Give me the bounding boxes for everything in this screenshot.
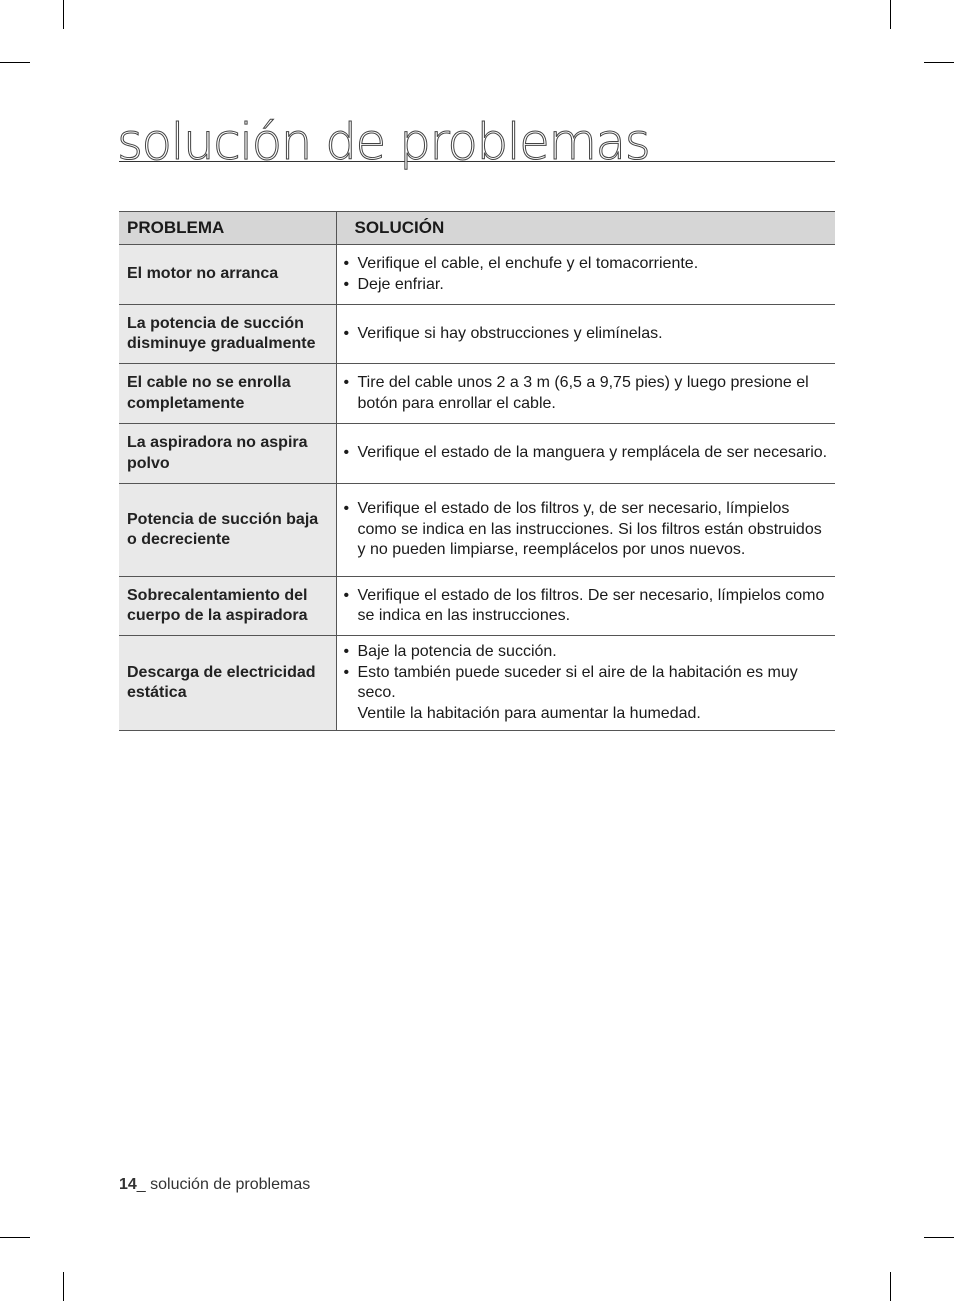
solution-cell	[336, 364, 835, 424]
solution-item: • Verifique si hay obstrucciones y elimínelas.	[343, 324, 663, 342]
problem-cell: El cable no se enrolla completamente	[119, 364, 336, 424]
solution-item: • Verifique el estado de la manguera y remplácela de ser necesario.	[343, 444, 828, 462]
crop-mark	[63, 0, 64, 29]
problem-cell: La aspiradora no aspira polvo	[119, 424, 336, 484]
page-footer	[119, 1176, 310, 1194]
solution-item: • Baje la potencia de succión.	[343, 643, 557, 660]
crop-mark	[924, 62, 954, 63]
table-header-row	[119, 212, 835, 245]
footer-separator: _	[136, 1176, 151, 1193]
table-row	[119, 424, 835, 484]
solution-note: Ventile la habitación para aumentar la humedad.	[357, 704, 701, 722]
solution-item: • Verifique el estado de los filtros. De ser necesario, límpielos como se indica en las instrucciones.	[343, 586, 825, 624]
table-row	[119, 305, 835, 364]
solution-item: • Deje enfriar.	[343, 275, 444, 293]
problem-cell: Descarga de electricidad estática	[119, 636, 336, 731]
solution-cell	[336, 577, 835, 636]
problem-cell: Potencia de succión baja o decreciente	[119, 484, 336, 577]
column-header-solution: SOLUCIÓN	[336, 212, 835, 245]
problem-cell: El motor no arranca	[119, 245, 336, 305]
solution-item: • Verifique el cable, el enchufe y el tomacorriente.	[343, 255, 699, 272]
page-title: solución de problemas	[117, 113, 650, 171]
crop-mark	[924, 1237, 954, 1238]
solution-cell	[336, 245, 835, 305]
crop-mark	[890, 0, 891, 29]
troubleshooting-table	[119, 211, 835, 731]
crop-mark	[63, 1272, 64, 1301]
solution-cell	[336, 305, 835, 364]
solution-cell	[336, 484, 835, 577]
crop-mark	[0, 62, 30, 63]
solution-cell	[336, 424, 835, 484]
footer-section: solución de problemas	[150, 1176, 311, 1193]
title-block	[117, 108, 835, 171]
table-row	[119, 636, 835, 731]
table-row	[119, 245, 835, 305]
problem-cell: Sobrecalentamiento del cuerpo de la aspiradora	[119, 577, 336, 636]
solution-cell	[336, 636, 835, 731]
crop-mark	[0, 1237, 30, 1238]
solution-item: • Verifique el estado de los filtros y, de ser necesario, límpielos como se indica en las instrucciones. Si los filtros están obstruidos y no pueden limpiarse, reemplácelos por unos nuevos.	[343, 500, 822, 559]
solution-item: • Esto también puede suceder si el aire de la habitación es muy seco.	[343, 663, 798, 701]
solution-item: • Tire del cable unos 2 a 3 m (6,5 a 9,75 pies) y luego presione el botón para enrollar el cable.	[343, 374, 809, 412]
problem-cell: La potencia de succión disminuye gradualmente	[119, 305, 336, 364]
column-header-problem: PROBLEMA	[119, 212, 336, 245]
table-row	[119, 364, 835, 424]
crop-mark	[890, 1272, 891, 1301]
table-row	[119, 577, 835, 636]
page-number: 14	[119, 1176, 137, 1193]
table-row	[119, 484, 835, 577]
